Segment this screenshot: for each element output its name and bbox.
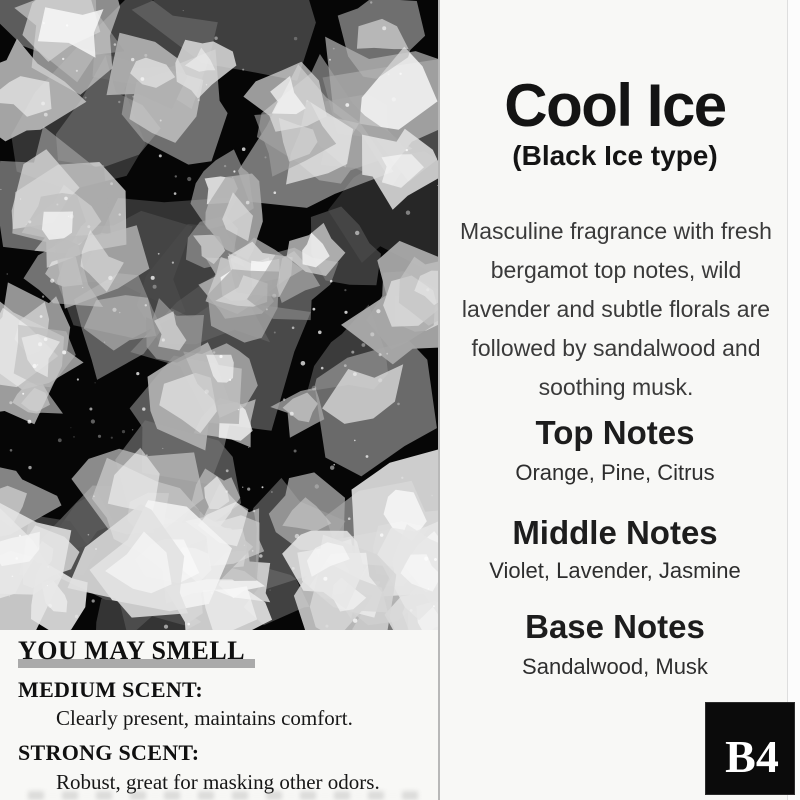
description-line: soothing musk. [538,374,694,400]
description-line: followed by sandalwood and [471,335,761,361]
description-line: Masculine fragrance with fresh [460,218,772,244]
scent-strength-info [18,636,438,800]
product-subtitle: (Black Ice type) [512,140,718,171]
middle-notes-value: Violet, Lavender, Jasmine [489,558,741,583]
description-line: bergamot top notes, wild [490,257,742,283]
base-notes-value: Sandalwood, Musk [522,654,708,679]
product-code-badge [705,702,795,795]
fragrance-description [442,212,790,407]
strong-scent-detail: Robust, great for masking other odors. [56,769,380,794]
product-title: Cool Ice [504,72,726,139]
medium-scent-detail: Clearly present, maintains comfort. [56,706,353,731]
product-code-label: B4 [725,731,779,782]
scent-info-heading: YOU MAY SMELL [18,636,249,667]
base-notes-heading: Base Notes [525,608,705,645]
strong-scent-label: STRONG SCENT: [18,740,200,766]
description-line: lavender and subtle florals are [461,296,771,322]
top-notes-value: Orange, Pine, Citrus [515,460,715,485]
top-notes-heading: Top Notes [535,414,695,451]
cutoff-text-artifact [28,791,418,800]
title-block [440,72,790,171]
medium-scent-label: MEDIUM SCENT: [18,677,203,702]
ice-photo [0,0,438,630]
ice-photo-canvas [0,0,438,630]
middle-notes-heading: Middle Notes [512,514,718,551]
